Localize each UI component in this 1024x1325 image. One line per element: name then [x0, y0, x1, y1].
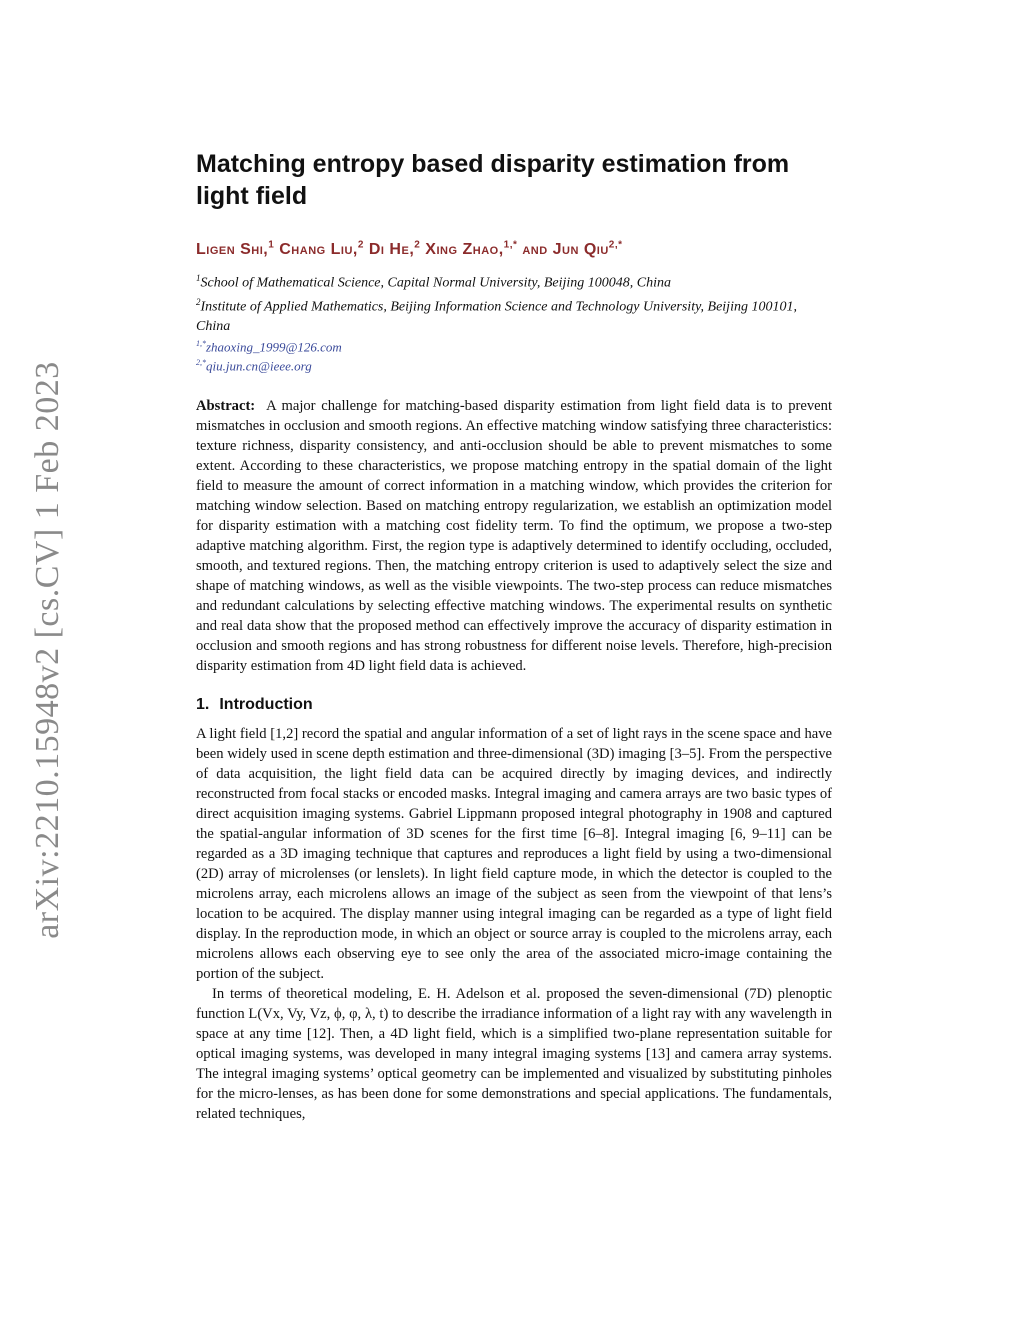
section-heading: 1. Introduction: [196, 696, 313, 714]
author-list: [196, 240, 832, 259]
email-link[interactable]: $^{2,*}$qiu.jun.cn@ieee.org: [196, 357, 312, 374]
email-link[interactable]: $^{1,*}$zhaoxing_1999@126.com: [196, 338, 342, 354]
abstract: [196, 396, 832, 676]
affiliation: $^2$Institute of Applied Mathematics, Beijing Information Science and Technology University, Beijing 100101, China: [196, 296, 797, 334]
body-paragraph: A light field [1,2] record the spatial and angular information of a set of light rays in the scene space and have been widely used in scene depth estimation and three-dimensional (3D) imaging [3–5]. From the perspective of data acquisition, the light field data can be acquired directly by imaging devices, and indirectly reconstructed from focal stacks or encoded masks. Integral imaging and camera arrays are two basic types of direct acquisition imaging systems. Gabriel Lippmann proposed integral photography in 1908 and captured the spatial-angular information of 3D scenes for the first time [6–8]. Integral imaging [6, 9–11] can be regarded as a 3D imaging technique that captures and reproduces a light field by using a two-dimensional (2D) array of microlenses (or lenslets). In light field capture mode, in which the detector is coupled to the microlens array, each microlens allows an image of the subject as seen from the viewpoint of that lens’s location to be acquired. The display manner using integral imaging can be regarded as a type of light field display. In the reproduction mode, in which an object or source array is coupled to the microlens array, each microlens allows each observing eye to see only the area of the associated micro-image containing the portion of the subject.: [196, 726, 832, 983]
abstract-label: Abstract:: [196, 398, 256, 415]
affiliation: $^1$School of Mathematical Science, Capital Normal University, Beijing 100048, China: [196, 273, 671, 291]
author: and Jun Qiu$^{2,*}$: [522, 240, 623, 259]
abstract-text: A major challenge for matching-based disparity estimation from light field data is to prevent mismatches in occlusion and smooth regions. An effective matching window satisfying three characteristics: texture richness, disparity consistency, and anti-occlusion should be able to prevent mismatches to some extent. According to these characteristics, we propose matching entropy in the spatial domain of the light field to measure the amount of correct information in a matching window, which provides the criterion for matching window selection. Based on matching entropy regularization, we establish an optimization model for disparity estimation with a matching cost fidelity term. To find the optimum, we propose a two-step adaptive matching algorithm. First, the region type is adaptively determined to identify occluding, occluded, smooth, and textured regions. Then, the matching entropy criterion is used to adaptively select the size and shape of matching windows, as well as the visible viewpoints. The two-step process can reduce mismatches and redundant calculations by selecting effective matching windows. The experimental results on synthetic and real data show that the proposed method can effectively improve the accuracy of disparity estimation in occlusion and smooth regions and has strong robustness for different noise levels. Therefore, high-precision disparity estimation from 4D light field data is achieved.: [196, 398, 832, 675]
arxiv-stamp: arXiv:2210.15948v2 [cs.CV] 1 Feb 2023: [29, 361, 66, 939]
author: Xing Zhao,$^{1,*}$: [425, 240, 518, 259]
paper-title: Matching entropy based disparity estimation from light field: [196, 150, 790, 210]
body-paragraph: In terms of theoretical modeling, E. H. Adelson et al. proposed the seven-dimensional (7D) plenoptic function L(Vx, Vy, Vz, ϕ, φ, λ, t) to describe the irradiance information of a light ray with any wavelength in space at any time [12]. Then, a 4D light field, which is a simplified two-plane representation suitable for optical imaging systems, was developed in many integral imaging systems [13] and camera array systems. The integral imaging systems’ optical geometry can be implemented and visualized by substituting pinholes for the micro-lenses, as has been done for some demonstrations and special applications. The fundamentals, related techniques,: [196, 986, 832, 1123]
author: Di He,$^2$: [368, 240, 421, 259]
author: Ligen Shi,$^1$: [196, 240, 275, 259]
paper-page: [196, 148, 832, 1124]
author: Chang Liu,$^2$: [279, 240, 364, 259]
